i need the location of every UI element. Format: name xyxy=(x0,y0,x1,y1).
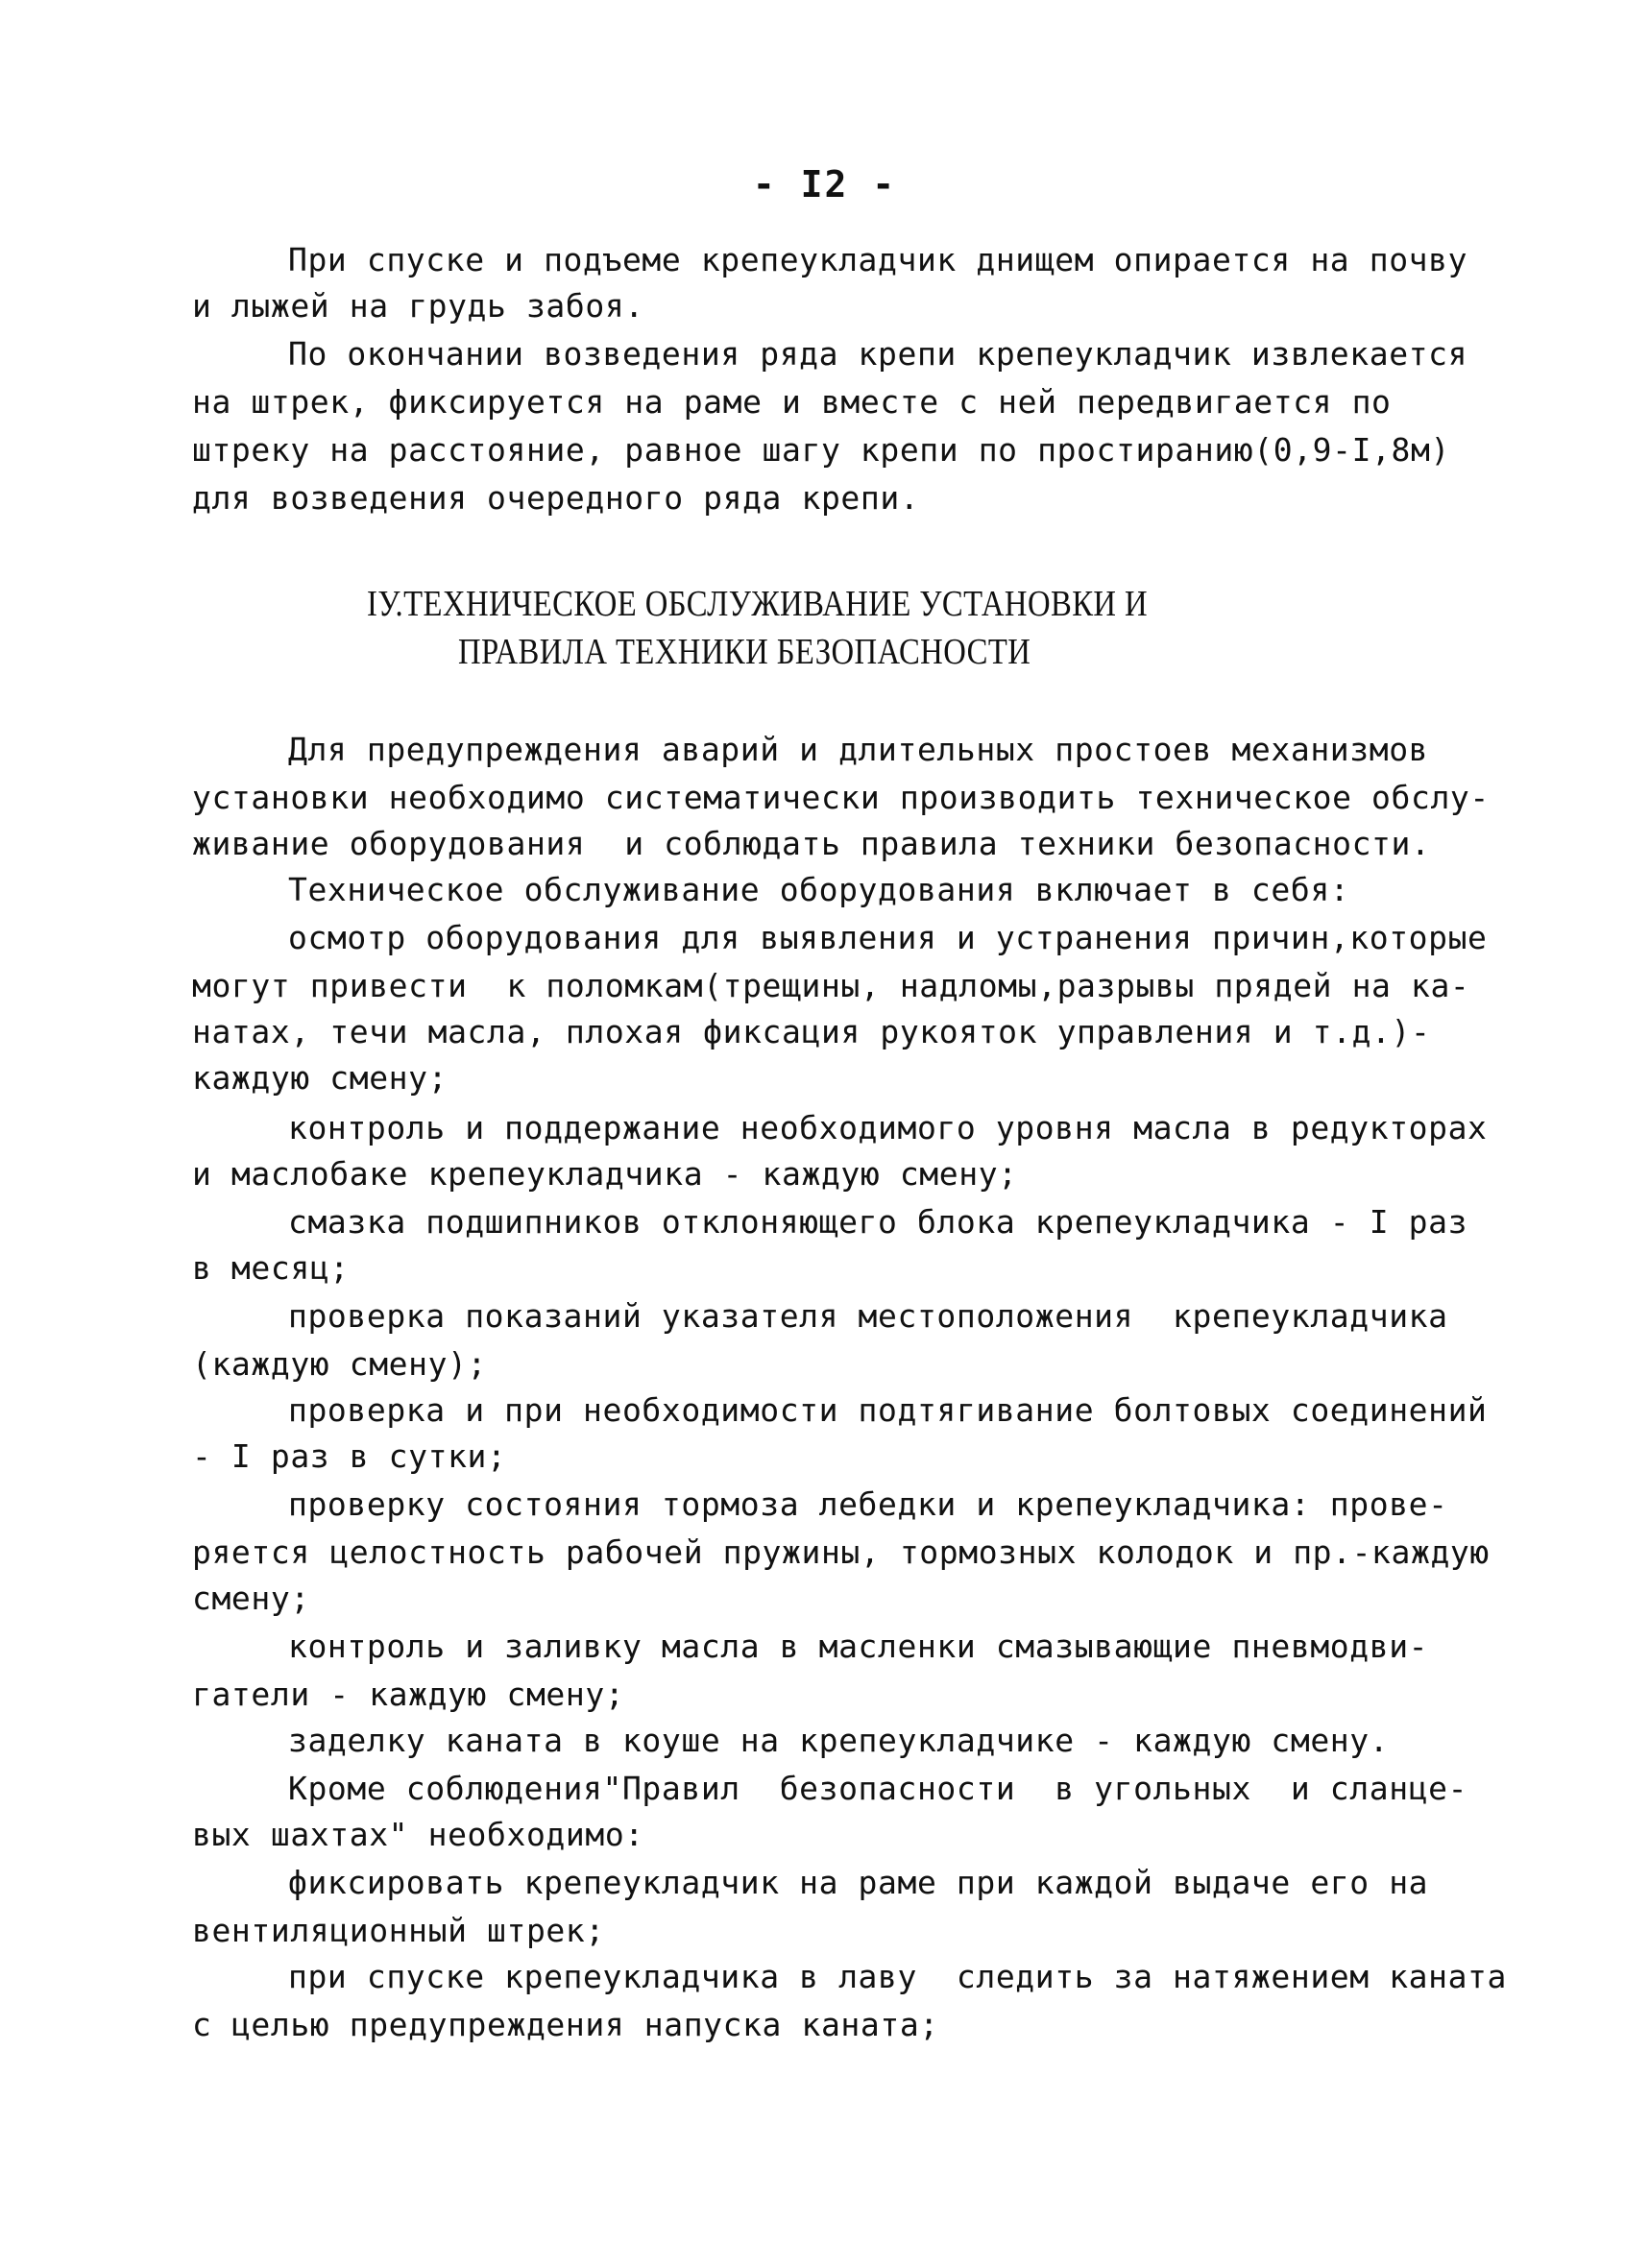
text-line: - I раз в сутки; xyxy=(192,1437,507,1475)
text-line: натах, течи масла, плохая фиксация рукояток управления и т.д.)- xyxy=(192,1013,1431,1050)
text-line: живание оборудования и соблюдать правила техники безопасности. xyxy=(192,825,1431,862)
text-line: фиксировать крепеукладчик на раме при каждой выдаче его на xyxy=(288,1864,1429,1901)
text-line: гатели - каждую смену; xyxy=(192,1676,625,1713)
text-line: проверка показаний указателя местоположения крепеукладчика xyxy=(288,1297,1448,1335)
text-line: заделку каната в коуше на крепеукладчике - каждую смену. xyxy=(288,1722,1390,1759)
text-line: для возведения очередного ряда крепи. xyxy=(192,479,920,517)
text-line: вентиляционный штрек; xyxy=(192,1912,605,1949)
text-line: каждую смену; xyxy=(192,1059,449,1097)
text-line: проверку состояния тормоза лебедки и крепеукладчика: прове- xyxy=(288,1485,1448,1523)
text-line: проверка и при необходимости подтягивание болтовых соединений xyxy=(288,1391,1488,1429)
text-line: в месяц; xyxy=(192,1249,350,1287)
text-line: и лыжей на грудь забоя. xyxy=(192,287,644,325)
page-number: - I2 - xyxy=(752,163,897,205)
text-line: контроль и заливку масла в масленки смазывающие пневмодви- xyxy=(288,1628,1429,1665)
text-line: Техническое обслуживание оборудования включает в себя: xyxy=(288,871,1350,908)
text-line: и маслобаке крепеукладчика - каждую смену; xyxy=(192,1155,1018,1193)
text-line: Для предупреждения аварий и длительных простоев механизмов xyxy=(288,731,1429,768)
text-line: штреку на расстояние, равное шагу крепи по простиранию(0,9-I,8м) xyxy=(192,431,1450,469)
text-line: смену; xyxy=(192,1580,310,1617)
text-line: с целью предупреждения напуска каната; xyxy=(192,2006,939,2043)
text-line: ряется целостность рабочей пружины, тормозных колодок и пр.-каждую xyxy=(192,1533,1490,1571)
text-line: при спуске крепеукладчика в лаву следить за натяжением каната xyxy=(288,1958,1507,1995)
text-line: смазка подшипников отклоняющего блока крепеукладчика - I раз xyxy=(288,1203,1468,1241)
text-line: По окончании возведения ряда крепи крепеукладчик извлекается xyxy=(288,335,1468,373)
text-line: Кроме соблюдения"Правил безопасности в угольных и сланце- xyxy=(288,1770,1468,1807)
text-line: установки необходимо систематически производить техническое обслу- xyxy=(192,779,1490,816)
text-line: осмотр оборудования для выявления и устранения причин,которые xyxy=(288,919,1488,956)
text-line: При спуске и подъеме крепеукладчик днищем опирается на почву xyxy=(288,241,1468,278)
text-line: на штрек, фиксируется на раме и вместе с ней передвигается по xyxy=(192,383,1392,421)
text-line: контроль и поддержание необходимого уровня масла в редукторах xyxy=(288,1109,1488,1146)
text-line: (каждую смену); xyxy=(192,1345,488,1383)
text-line: вых шахтах" необходимо: xyxy=(192,1816,644,1853)
section-heading-line-2: ПРАВИЛА ТЕХНИКИ БЕЗОПАСНОСТИ xyxy=(458,632,1031,672)
text-line: могут привести к поломкам(трещины, надломы,разрывы прядей на ка- xyxy=(192,967,1470,1004)
section-heading-line-1: IУ.ТЕХНИЧЕСКОЕ ОБСЛУЖИВАНИЕ УСТАНОВКИ И xyxy=(367,584,1149,624)
